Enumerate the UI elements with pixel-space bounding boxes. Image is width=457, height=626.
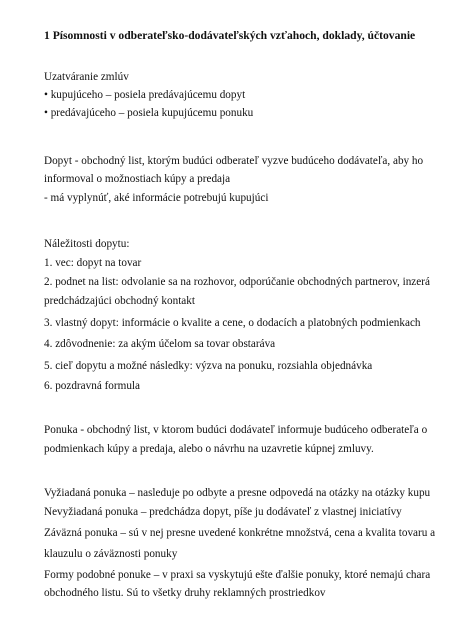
ponuka-type-line: Záväzná ponuka – sú v nej presne uvedené konkrétne množstvá, cena a kvalita tovaru a [44,527,436,539]
dopyt-definition-line: Dopyt - obchodný list, ktorým budúci odberateľ vyzve budúceho dodávateľa, aby ho [44,155,424,167]
nalezitosti-item: 5. cieľ dopytu a možné následky: výzva na ponuku, rozsiahla objednávka [44,360,373,372]
nalezitosti-item: 2. podnet na list: odvolanie sa na rozhovor, odporúčanie obchodných partnerov, inzerá [44,276,430,288]
nalezitosti-item: 6. pozdravná formula [44,380,140,392]
nalezitosti-heading: Náležitosti dopytu: [44,238,130,250]
contracts-item: • kupujúceho – posiela predávajúcemu dopyt [44,89,246,101]
document-title: 1 Písomnosti v odberateľsko-dodávateľských vzťahoch, doklady, účtovanie [44,29,416,42]
ponuka-definition-line: podmienkach kúpy a predaja, alebo o návrhu na uzavretie kúpnej zmluvy. [44,443,374,455]
dopyt-definition-line: - má vyplynúť, aké informácie potrebujú kupujúci [44,192,269,204]
ponuka-type-line: Formy podobné ponuke – v praxi sa vyskytujú ešte ďalšie ponuky, ktoré nemajú chara [44,569,431,581]
nalezitosti-item: 1. vec: dopyt na tovar [44,257,142,269]
dopyt-definition-line: informoval o možnostiach kúpy a predaja [44,173,231,185]
ponuka-definition-line: Ponuka - obchodný list, v ktorom budúci dodávateľ informuje budúceho odberateľa o [44,424,428,436]
nalezitosti-item: 3. vlastný dopyt: informácie o kvalite a cene, o dodacích a platobných podmienkach [44,317,421,329]
nalezitosti-item: 4. zdôvodnenie: za akým účelom sa tovar obstaráva [44,338,276,350]
ponuka-type-line: Nevyžiadaná ponuka – predchádza dopyt, píše ju dodávateľ z vlastnej iniciatívy [44,506,402,518]
contracts-item: • predávajúceho – posiela kupujúcemu ponuku [44,107,254,119]
contracts-heading: Uzatváranie zmlúv [44,71,129,83]
ponuka-type-line: obchodného listu. Sú to všetky druhy reklamných prostriedkov [44,587,326,599]
ponuka-type-line: Vyžiadaná ponuka – nasleduje po odbyte a presne odpovedá na otázky na otázky kupu [44,487,431,499]
ponuka-type-line: klauzulu o záväznosti ponuky [44,548,178,560]
nalezitosti-item: predchádzajúci obchodný kontakt [44,295,195,307]
